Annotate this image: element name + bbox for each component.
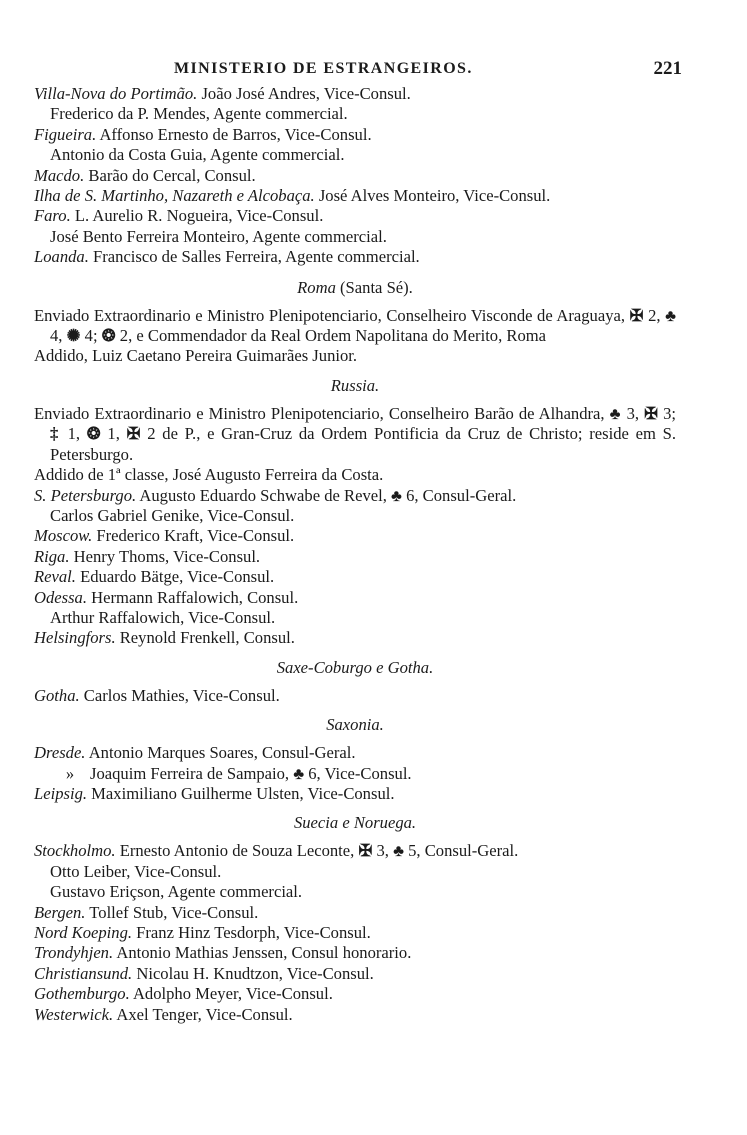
entry-line: Odessa. Hermann Raffalowich, Consul. — [34, 587, 299, 607]
entry-line: Gotha. Carlos Mathies, Vice-Consul. — [34, 685, 280, 705]
entry-line: Antonio da Costa Guia, Agente commercial. — [50, 145, 345, 165]
section-heading-saxonia: Saxonia. — [326, 715, 384, 735]
attache-entry: Addido, Luiz Caetano Pereira Guimarães Junior. — [34, 346, 358, 366]
entry-line: Nord Koeping. Franz Hinz Tesdorph, Vice-Consul. — [34, 923, 371, 942]
conception-order-icon: ❂ — [86, 424, 101, 444]
running-head: MINISTERIO DE ESTRANGEIROS. — [174, 60, 473, 77]
entry-line: Otto Leiber, Vice-Consul. — [50, 861, 222, 881]
entry-line: Bergen. Tollef Stub, Vice-Consul. — [34, 902, 259, 922]
section-roma — [34, 278, 676, 367]
section-russia — [34, 376, 676, 649]
section-heading-russia: Russia. — [330, 375, 380, 395]
document-page — [34, 58, 682, 1025]
section-heading-saxe-coburgo: Saxe-Coburgo e Gotha. — [276, 657, 434, 677]
entry-line: Westerwick. Axel Tenger, Vice-Consul. — [34, 1004, 293, 1024]
section-saxe-coburgo — [34, 658, 676, 706]
section-portugal-consuls — [34, 84, 676, 268]
tower-sword-order-icon: ♣ — [393, 841, 404, 861]
cross-order-icon: ✠ — [629, 305, 644, 325]
entry-line: Leipsig. Maximiliano Guilherme Ulsten, Vice-Consul. — [34, 783, 395, 803]
tower-sword-order-icon: ♣ — [665, 305, 676, 325]
entry-line: Frederico da P. Mendes, Agente commercial. — [50, 104, 348, 124]
entry-line: Macdo. Barão do Cercal, Consul. — [34, 165, 256, 185]
entry-line: S. Petersburgo. Augusto Eduardo Schwabe de Revel, ♣ 6, Consul-Geral. — [34, 485, 517, 505]
entry-line: Dresde. Antonio Marques Soares, Consul-Geral. — [34, 743, 356, 763]
section-heading-roma: Roma (Santa Sé). — [297, 277, 413, 297]
page-header — [34, 58, 682, 84]
tower-sword-order-icon: ♣ — [391, 485, 402, 505]
entry-line: Trondyhjen. Antonio Mathias Jenssen, Consul honorario. — [34, 943, 412, 963]
entry-line: José Bento Ferreira Monteiro, Agente commercial. — [50, 226, 387, 246]
attache-entry: Addido de 1ª classe, José Augusto Ferreira da Costa. — [34, 465, 384, 485]
section-heading-suecia: Suecia e Noruega. — [293, 813, 417, 833]
entry-line: Moscow. Frederico Kraft, Vice-Consul. — [34, 526, 295, 546]
envoy-entry: Enviado Extraordinario e Ministro Plenipotenciario, Conselheiro Barão de Alhandra, ♣ 3, ✠ 3; ‡ 1, ❂ 1, ✠ 2 de P., e Gran-Cruz da Ordem Pontificia da Cruz de Christo; reside em S. Petersburgo. — [34, 403, 676, 464]
entry-line: Stockholmo. Ernesto Antonio de Souza Leconte, ✠ 3, ♣ 5, Consul-Geral. — [34, 841, 519, 861]
entry-line: Gothemburgo. Adolpho Meyer, Vice-Consul. — [34, 984, 333, 1004]
entry-line: Reval. Eduardo Bätge, Vice-Consul. — [34, 567, 275, 587]
entry-line: Christiansund. Nicolau H. Knudtzon, Vice-Consul. — [34, 963, 374, 983]
tower-sword-order-icon: ♣ — [609, 403, 622, 423]
section-suecia — [34, 813, 676, 1025]
entry-line: » Joaquim Ferreira de Sampaio, ♣ 6, Vice-Consul. — [34, 764, 676, 784]
entry-line: Helsingfors. Reynold Frenkell, Consul. — [34, 628, 295, 648]
entry-line: Figueira. Affonso Ernesto de Barros, Vice-Consul. — [34, 124, 372, 144]
conception-order-icon: ❂ — [101, 326, 116, 346]
entry-line: Ilha de S. Martinho, Nazareth e Alcobaça. José Alves Monteiro, Vice-Consul. — [34, 186, 551, 206]
entry-line: Faro. L. Aurelio R. Nogueira, Vice-Consul. — [34, 206, 324, 226]
cross-order-icon: ✠ — [644, 403, 658, 423]
entry-line: Gustavo Eriçson, Agente commercial. — [50, 882, 303, 902]
star-order-icon: ✺ — [66, 326, 81, 346]
entry-line: Carlos Gabriel Genike, Vice-Consul. — [50, 505, 295, 525]
entry-line: Loanda. Francisco de Salles Ferreira, Agente commercial. — [34, 247, 420, 267]
cross-order-icon: ✠ — [358, 841, 373, 861]
page-number: 221 — [653, 58, 682, 79]
ditto-mark: » — [65, 763, 75, 783]
entry-line: Riga. Henry Thoms, Vice-Consul. — [34, 546, 261, 566]
entry-line: Villa-Nova do Portimão. João José Andres, Vice-Consul. — [34, 84, 411, 103]
entry-line: Arthur Raffalowich, Vice-Consul. — [50, 607, 276, 627]
tower-sword-order-icon: ♣ — [293, 763, 305, 783]
section-saxonia — [34, 715, 676, 804]
envoy-entry: Enviado Extraordinario e Ministro Plenipotenciario, Conselheiro Visconde de Araguaya, ✠ 2, ♣ 4, ✺ 4; ❂ 2, e Commendador da Real Ordem Napolitana do Merito, Roma — [34, 305, 676, 346]
double-cross-icon: ‡ — [50, 424, 61, 444]
cross-order-icon: ✠ — [126, 424, 141, 444]
